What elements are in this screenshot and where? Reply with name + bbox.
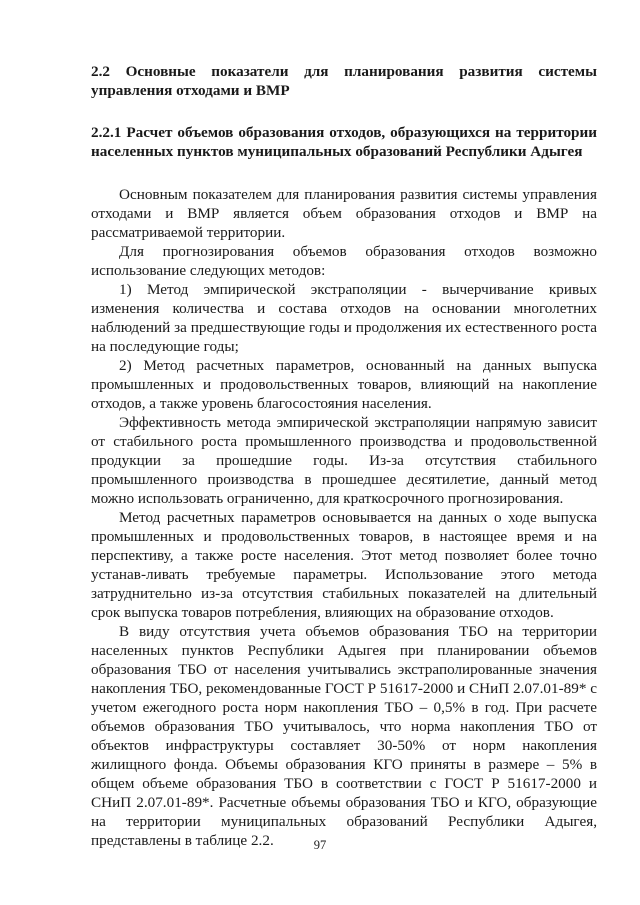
list-item <box>91 280 597 356</box>
paragraph <box>91 185 597 242</box>
paragraph-text: Для прогнозирования объемов образования отходов возможно использование следующих методов: <box>91 243 597 279</box>
paragraph <box>91 508 597 622</box>
body-text <box>91 185 597 850</box>
document-page <box>91 62 597 850</box>
paragraph <box>91 242 597 280</box>
section-heading: 2.2 Основные показатели для планирования развития системы управления отходами и ВМР <box>91 63 597 99</box>
list-item <box>91 356 597 413</box>
paragraph-text: Основным показателем для планирования развития системы управления отходами и ВМР является объем образования отходов и ВМР на рассматриваемой территории. <box>91 186 597 241</box>
paragraph-text: Эффективность метода эмпирической экстраполяции напрямую зависит от стабильного роста промышленного производства и продовольственной продукции за прошедшие годы. Из-за отсутствия стабильного промышленного производства в прошедшее десятилетие, данный метод можно использовать ограниченно, для краткосрочного прогнозирования. <box>91 414 597 507</box>
list-item-text: 1) Метод эмпирической экстраполяции - вычерчивание кривых изменения количества и состава отходов на основании многолетних наблюдений за предшествующие годы и продолжения их естественного роста на последующие годы; <box>91 281 597 355</box>
page-number: 97 <box>313 838 327 852</box>
paragraph <box>91 413 597 508</box>
paragraph-text: Метод расчетных параметров основывается на данных о ходе выпуска промышленных и продовольственных товаров, в настоящее время и на перспективу, а также росте населения. Этот метод позволяет более точно устанав-ливать требуемые параметры. Использование этого метода затруднительно из-за отсутствия стабильных показателей на длительный срок выпуска товаров потребления, влияющих на образование отходов. <box>91 509 597 621</box>
paragraph <box>91 622 597 850</box>
subsection-heading: 2.2.1 Расчет объемов образования отходов, образующихся на территории населенных пунктов муниципальных образований Республики Адыгея <box>91 124 597 160</box>
paragraph-text: В виду отсутствия учета объемов образования ТБО на территории населенных пунктов Республики Адыгея при планировании объемов образования ТБО от населения учитывались экстраполированные значения накопления ТБО, рекомендованные ГОСТ Р 51617-2000 и СНиП 2.07.01-89* с учетом ежегодного роста норм накопления ТБО – 0,5% в год. При расчете объемов образования ТБО учитывалось, что норма накопления ТБО от объектов инфраструктуры составляет 30-50% от норм накопления жилищного фонда. Объемы образования КГО приняты в размере – 5% в общем объеме образования ТБО в соответствии с ГОСТ Р 51617-2000 и СНиП 2.07.01-89*. Расчетные объемы образования ТБО и КГО, образующие на территории муниципальных образований Республики Адыгея, представлены в таблице 2.2. <box>91 623 597 849</box>
list-item-text: 2) Метод расчетных параметров, основанный на данных выпуска промышленных и продовольственных товаров, влияющий на накопление отходов, а также уровень благосостояния населения. <box>91 357 597 412</box>
